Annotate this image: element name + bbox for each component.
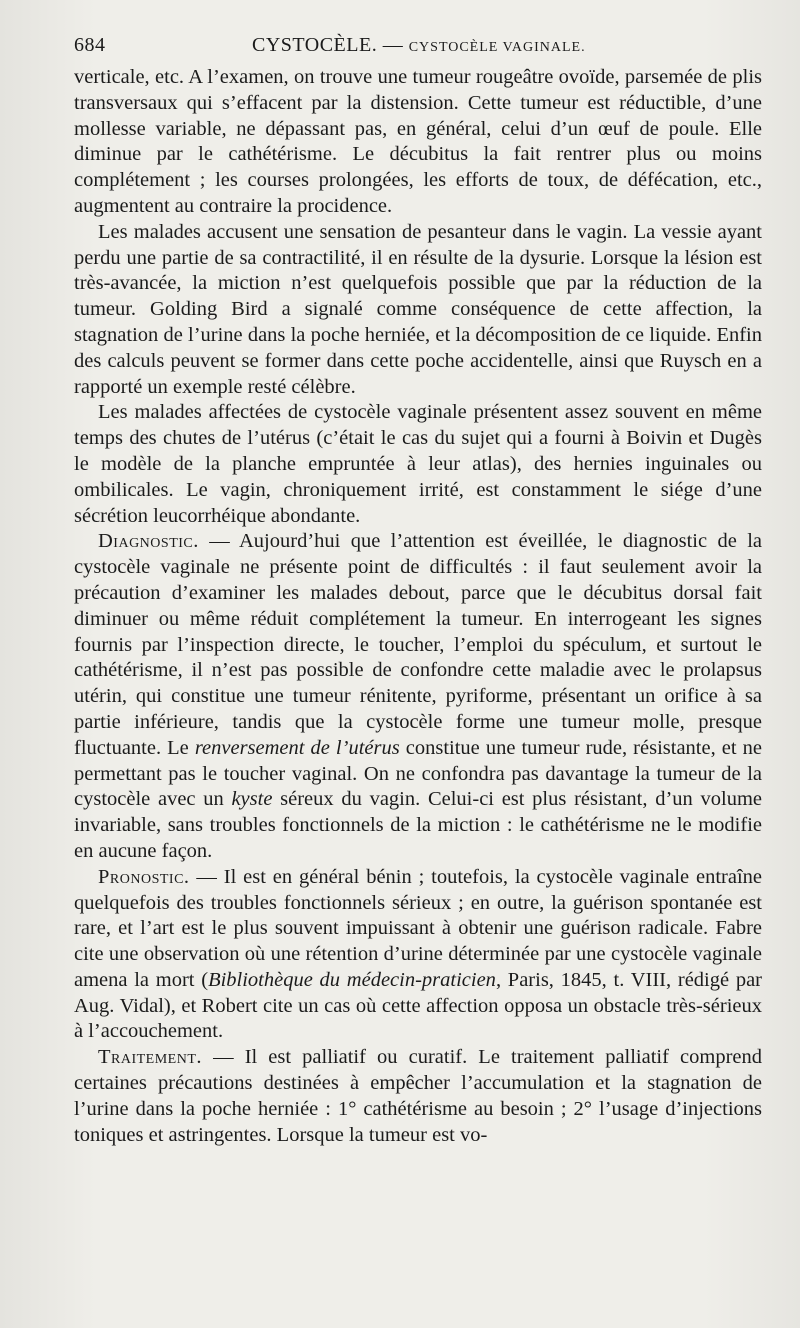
paragraph-diagnostic bbox=[74, 529, 762, 864]
running-title-dash: — bbox=[377, 34, 409, 56]
paragraph-symptoms: Les malades accusent une sensation de pesanteur dans le vagin. La vessie ayant perdu une partie de sa contractilité, il en résulte de la dysurie. Lorsque la lésion est très-avancée, la miction n’est quelquefois possible que par la réduction de la tumeur. Golding Bird a signalé comme conséquence de cette affection, la stagnation de l’urine dans la poche herniée, et la décomposition de ce liquide. Enfin des calculs peuvent se former dans cette poche accidentelle, ainsi que Ruysch en a rapporté un exemple resté célèbre. bbox=[74, 220, 762, 398]
traitement-text-a: — Il est palliatif ou curatif. Le traitement palliatif comprend certaines précautions destinées à empêcher l’accumulation et la stagnation de l’urine dans la poche herniée : 1° cathétérisme au besoin ; 2° l’usage d’injections toniques et astringentes. Lorsque la tumeur est vo- bbox=[74, 1046, 762, 1146]
diagnostic-italic-kyste: kyste bbox=[231, 788, 273, 811]
paragraph-continuation: verticale, etc. A l’examen, on trouve une tumeur rougeâtre ovoïde, parsemée de plis transversaux qui s’effacent par la distension. Cette tumeur est réductible, d’une mollesse variable, ne dépassant pas, en général, celui d’un œuf de poule. Elle diminue par le cathétérisme. Le décubitus la fait rentrer plus ou moins complétement ; les courses prolongées, les efforts de toux, de défécation, etc., augmentent au contraire la procidence. bbox=[74, 66, 762, 217]
running-title bbox=[252, 34, 586, 57]
paragraph-traitement bbox=[74, 1045, 762, 1148]
pronostic-text-a: — Il est en général bénin ; toutefois, la cystocèle vaginale entraîne quelquefois des troubles fonctionnels sérieux ; en outre, la guérison spontanée est rare, et l’art est le plus souvent impuissant à obtenir une guérison radicale. Fabre cite une observation où une rétention d’urine déterminée par une cystocèle vaginale amena la mort ( bbox=[74, 865, 762, 991]
diagnostic-text-c: séreux du vagin. Celui-ci est plus résistant, d’un volume invariable, sans troubles fonctionnels de la miction : le cathétérisme ne le modifie en aucune façon. bbox=[74, 788, 762, 862]
paragraph-associated-conditions: Les malades affectées de cystocèle vaginale présentent assez souvent en même temps des chutes de l’utérus (c’était le cas du sujet qui a fourni à Boivin et Dugès le modèle de la planche empruntée à leur atlas), des hernies inguinales ou ombilicales. Le vagin, chroniquement irrité, est constamment le siége d’une sécrétion leucorrhéique abondante. bbox=[74, 401, 762, 527]
pronostic-text-b: , Paris, 1845, t. VIII, rédigé par Aug. Vidal), et Robert cite un cas où cette affection opposa un obstacle très-sérieux à l’accouchement. bbox=[74, 968, 762, 1043]
running-title-sub: CYSTOCÈLE VAGINALE. bbox=[408, 40, 586, 55]
pronostic-italic-bibliotheque: Bibliothèque du médecin-praticien bbox=[208, 968, 496, 991]
page-number: 684 bbox=[74, 34, 106, 56]
diagnostic-italic-renversement: renversement de l’utérus bbox=[194, 736, 400, 759]
page-body bbox=[74, 65, 762, 1148]
diagnostic-text-a: — Aujourd’hui que l’attention est éveillée, le diagnostic de la cystocèle vaginale ne présente point de difficultés : il faut seulement avoir la précaution d’examiner les malades debout, parce que le décubitus dorsal fait diminuer ou même réduit complétement la tumeur. En interrogeant les signes fournis par l’inspection directe, le toucher, l’emploi du spéculum, et surtout le cathétérisme, il n’est pas possible de confondre cette maladie avec le prolapsus utérin, qui constitue une tumeur rénitente, pyriforme, présentant un orifice à sa partie inférieure, tandis que la cystocèle forme une tumeur molle, presque fluctuante. Le bbox=[74, 530, 762, 759]
running-title-main: CYSTOCÈLE. bbox=[252, 34, 378, 56]
diagnostic-text-b: constitue une tumeur rude, résistante, et ne permettant pas le toucher vaginal. On ne confondra pas davantage la tumeur de la cystocèle avec un bbox=[74, 736, 762, 811]
heading-pronostic: Pronostic. bbox=[98, 865, 190, 888]
paragraph-pronostic bbox=[74, 865, 762, 1046]
heading-diagnostic: Diagnostic. bbox=[98, 530, 199, 553]
running-header bbox=[74, 30, 762, 60]
heading-traitement: Traitement. bbox=[98, 1046, 203, 1069]
